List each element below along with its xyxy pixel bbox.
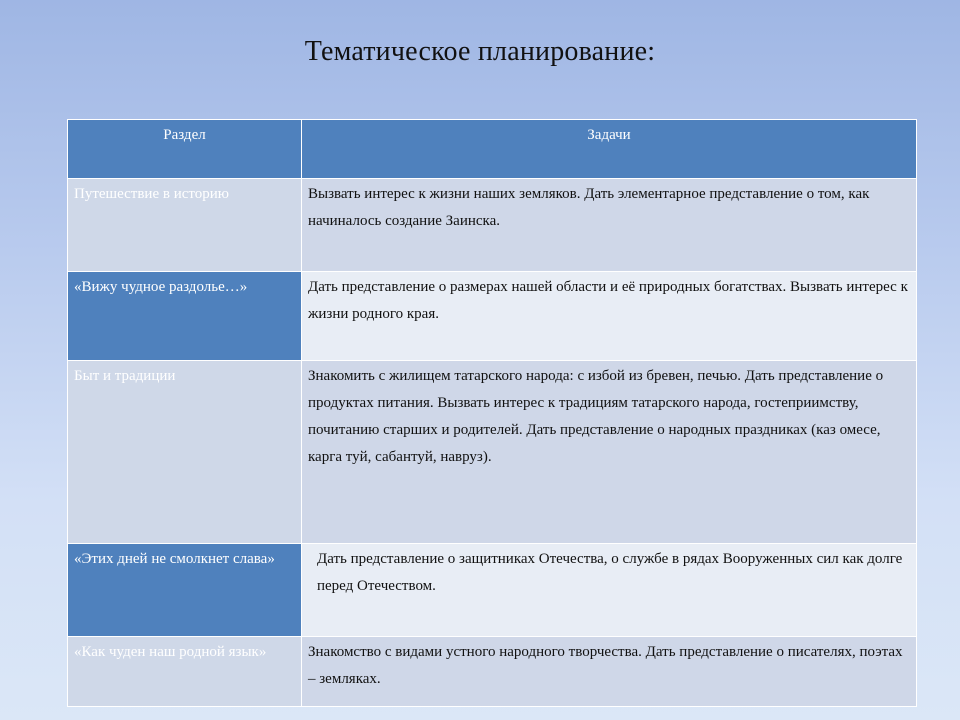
tasks-cell: Знакомство с видами устного народного творчества. Дать представление о писателях, поэтах – земляках. [302,637,917,707]
section-cell: Быт и традиции [68,361,302,544]
header-tasks: Задачи [302,120,917,179]
section-cell: «Как чуден наш родной язык» [68,637,302,707]
tasks-cell: Дать представление о защитниках Отечества, о службе в рядах Вооруженных сил как долге перед Отечеством. [302,544,917,637]
tasks-cell: Дать представление о размерах нашей области и её природных богатствах. Вызвать интерес к жизни родного края. [302,272,917,361]
table-row [68,361,917,544]
table-row [68,544,917,637]
section-cell: «Этих дней не смолкнет слава» [68,544,302,637]
tasks-cell: Вызвать интерес к жизни наших земляков. Дать элементарное представление о том, как начиналось создание Заинска. [302,179,917,272]
table-row [68,637,917,707]
tasks-cell: Знакомить с жилищем татарского народа: с избой из бревен, печью. Дать представление о продуктах питания. Вызвать интерес к традициям татарского народа, гостеприимству, почитанию старших и родителей. Дать представление о народных праздниках (каз омесе, карга туй, сабантуй, навруз). [302,361,917,544]
section-cell: «Вижу чудное раздолье…» [68,272,302,361]
table-header-row [68,120,917,179]
header-section: Раздел [68,120,302,179]
table-row [68,272,917,361]
page-title: Тематическое планирование: [304,36,656,67]
section-cell: Путешествие в историю [68,179,302,272]
planning-table [67,119,917,707]
table-row [68,179,917,272]
